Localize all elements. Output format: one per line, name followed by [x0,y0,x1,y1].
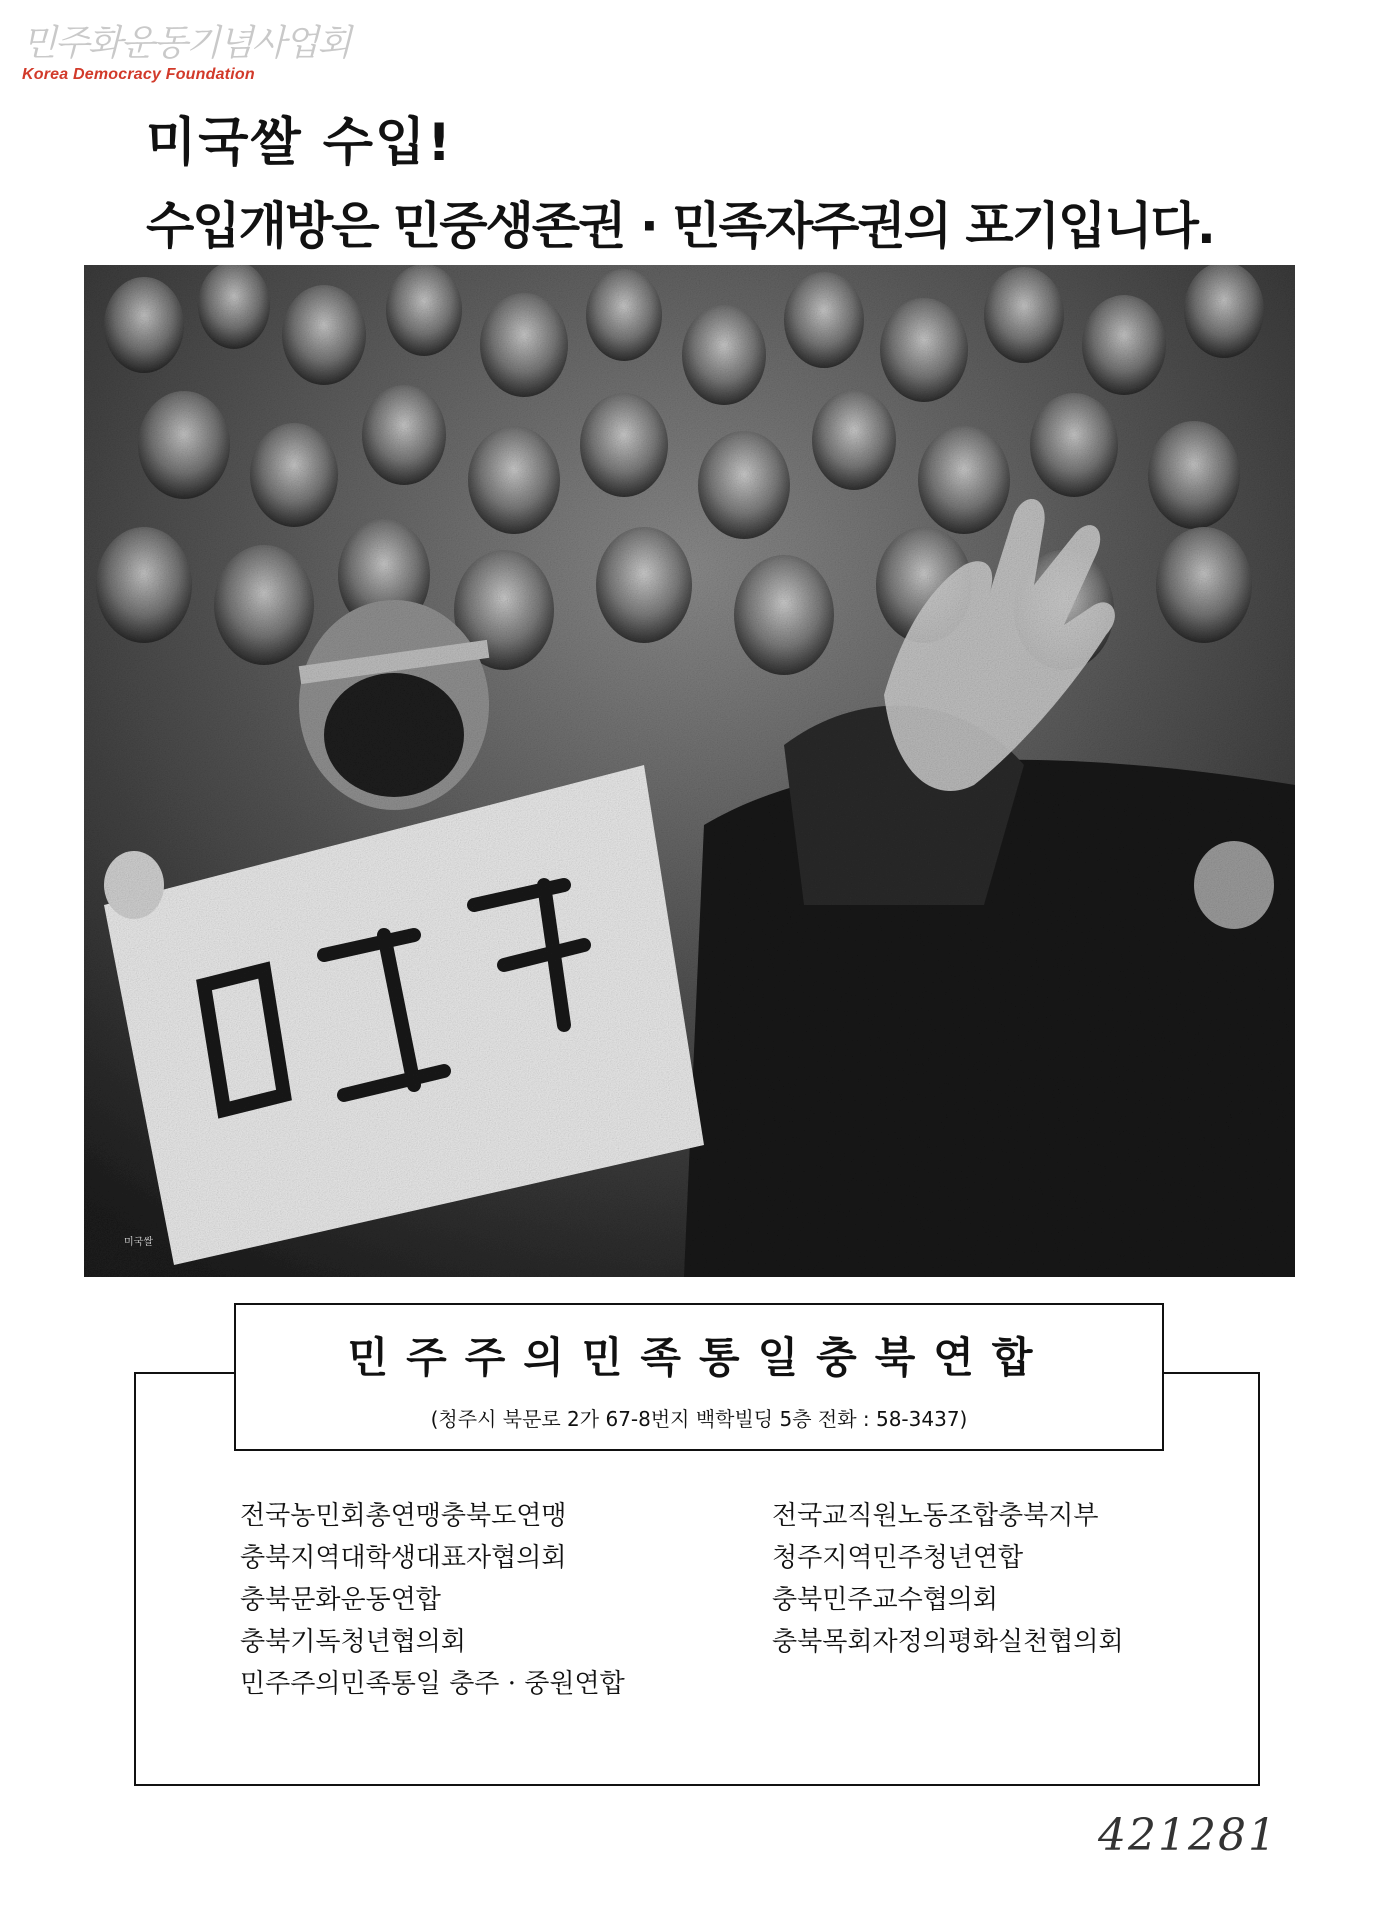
member-list-left [240,1495,625,1705]
watermark-logo [22,24,350,84]
member-item: 민주주의민족통일 충주 · 중원연합 [240,1669,625,1699]
headline [146,112,1256,256]
protest-photo [84,265,1295,1277]
member-item: 충북민주교수협의회 [772,1585,999,1615]
organization-title-box [234,1303,1164,1451]
headline-line-1: 미국쌀 수입! [146,113,453,173]
sign-text: 미국쌀 [124,1237,153,1248]
member-item: 전국농민회총연맹충북도연맹 [240,1501,567,1531]
headline-line-2: 수입개방은 민중생존권 · 민족자주권의 포기입니다. [146,197,1214,255]
member-item: 충북기독청년협의회 [240,1627,467,1657]
member-item: 충북목회자정의평화실천협의회 [772,1627,1124,1657]
watermark-korean: 민주화운동기념사업회 [22,23,350,64]
member-item: 청주지역민주청년연합 [772,1543,1024,1573]
organization-name: 민주주의민족통일충북연합 [347,1333,1051,1382]
member-item: 전국교직원노동조합충북지부 [772,1501,1099,1531]
watermark-english: Korea Democracy Foundation [22,66,255,83]
protest-photo-illustration [84,265,1295,1277]
archive-number: 421281 [1098,1810,1278,1861]
member-list-right [772,1495,1124,1663]
member-item: 충북지역대학생대표자협의회 [240,1543,567,1573]
organization-address: (청주시 북문로 2가 67-8번지 백학빌딩 5층 전화 : 58-3437) [430,1407,968,1431]
member-item: 충북문화운동연합 [240,1585,441,1615]
